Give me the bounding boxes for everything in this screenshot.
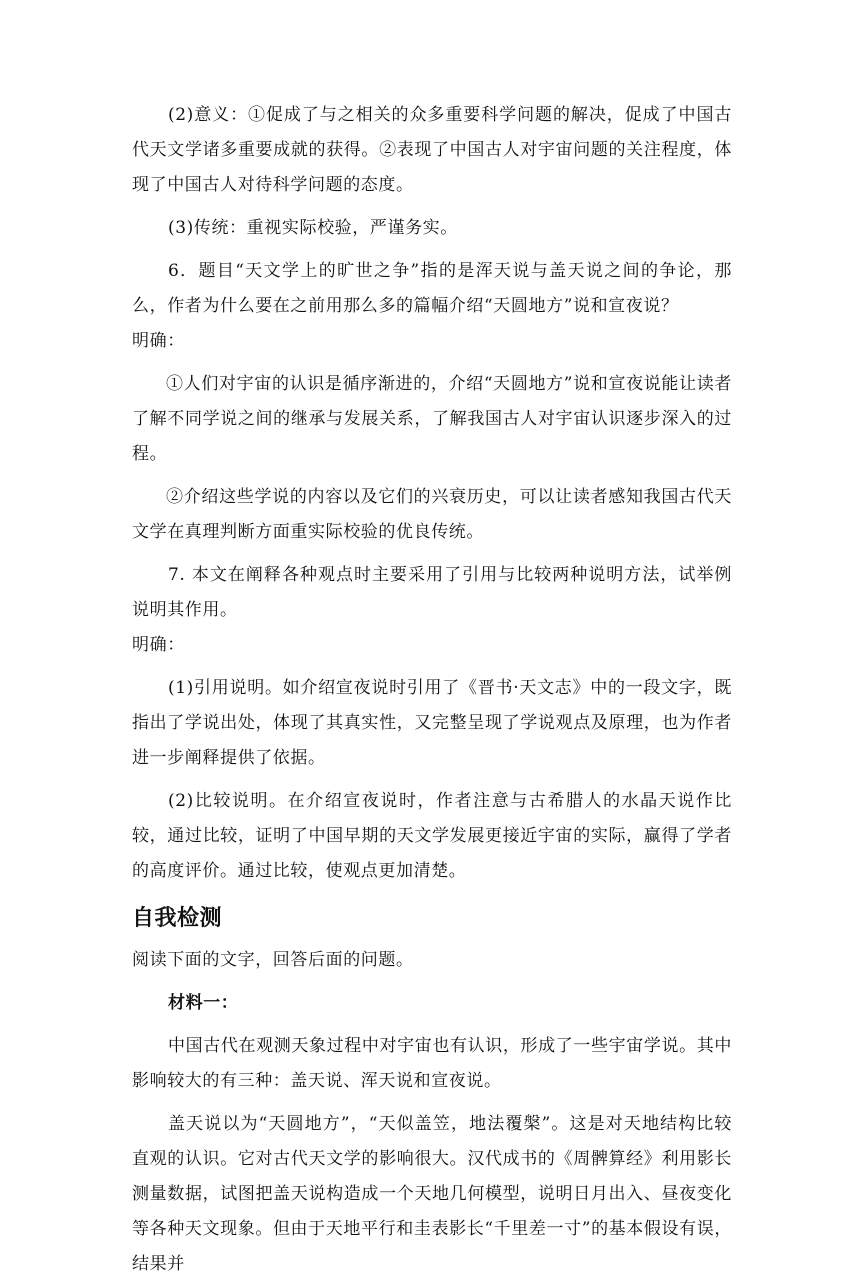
- meaning-paragraph: (2)意义：①促成了与之相关的众多重要科学问题的解决，促成了中国古代天文学诸多重要成就的获得。②表现了中国古人对宇宙问题的关注程度，体现了中国古人对待科学问题的态度。: [132, 105, 732, 195]
- material-title: 材料一：: [168, 993, 239, 1013]
- material-paragraph: 盖天说以为“天圆地方”，“天似盖笠，地法覆槃”。这是对天地结构比较直观的认识。它对古代天文学的影响很大。汉代成书的《周髀算经》利用影长测量数据，试图把盖天说构造成一个天地几何模型，说明日月出入、昼夜变化等各种天文现象。但由于天地平行和圭表影长“千里差一寸”的基本假设有误，结果并: [132, 1114, 732, 1274]
- answer-6-point-2: ②介绍这些学说的内容以及它们的兴衰历史，可以让读者感知我国古代天文学在真理判断方面重实际校验的优良传统。: [132, 487, 732, 542]
- section-heading: 自我检测: [132, 906, 223, 931]
- answer-7-point-2: (2)比较说明。在介绍宣夜说时，作者注意与古希腊人的水晶天说作比较，通过比较，证明了中国早期的天文学发展更接近宇宙的实际，赢得了学者的高度评价。通过比较，使观点更加清楚。: [132, 791, 732, 881]
- document-page: [132, 98, 732, 1282]
- answer-label: 明确：: [132, 331, 185, 351]
- reading-instruction: 阅读下面的文字，回答后面的问题。: [132, 950, 414, 970]
- material-paragraph: 中国古代在观测天象过程中对宇宙也有认识，形成了一些宇宙学说。其中影响较大的有三种：盖天说、浑天说和宣夜说。: [132, 1036, 732, 1091]
- question-7: 7. 本文在阐释各种观点时主要采用了引用与比较两种说明方法，试举例说明其作用。: [132, 565, 732, 620]
- answer-7-point-1: (1)引用说明。如介绍宣夜说时引用了《晋书·天文志》中的一段文字，既指出了学说出处，体现了其真实性，又完整呈现了学说观点及原理，也为作者进一步阐释提供了依据。: [132, 678, 732, 768]
- answer-6-point-1: ①人们对宇宙的认识是循序渐进的，介绍“天圆地方”说和宣夜说能让读者了解不同学说之间的继承与发展关系，了解我国古人对宇宙认识逐步深入的过程。: [132, 374, 732, 464]
- answer-label: 明确：: [132, 635, 185, 655]
- tradition-paragraph: (3)传统：重视实际校验，严谨务实。: [168, 218, 458, 238]
- question-6: 6．题目“天文学上的旷世之争”指的是浑天说与盖天说之间的争论，那么，作者为什么要在之前用那么多的篇幅介绍“天圆地方”说和宣夜说？: [132, 261, 732, 316]
